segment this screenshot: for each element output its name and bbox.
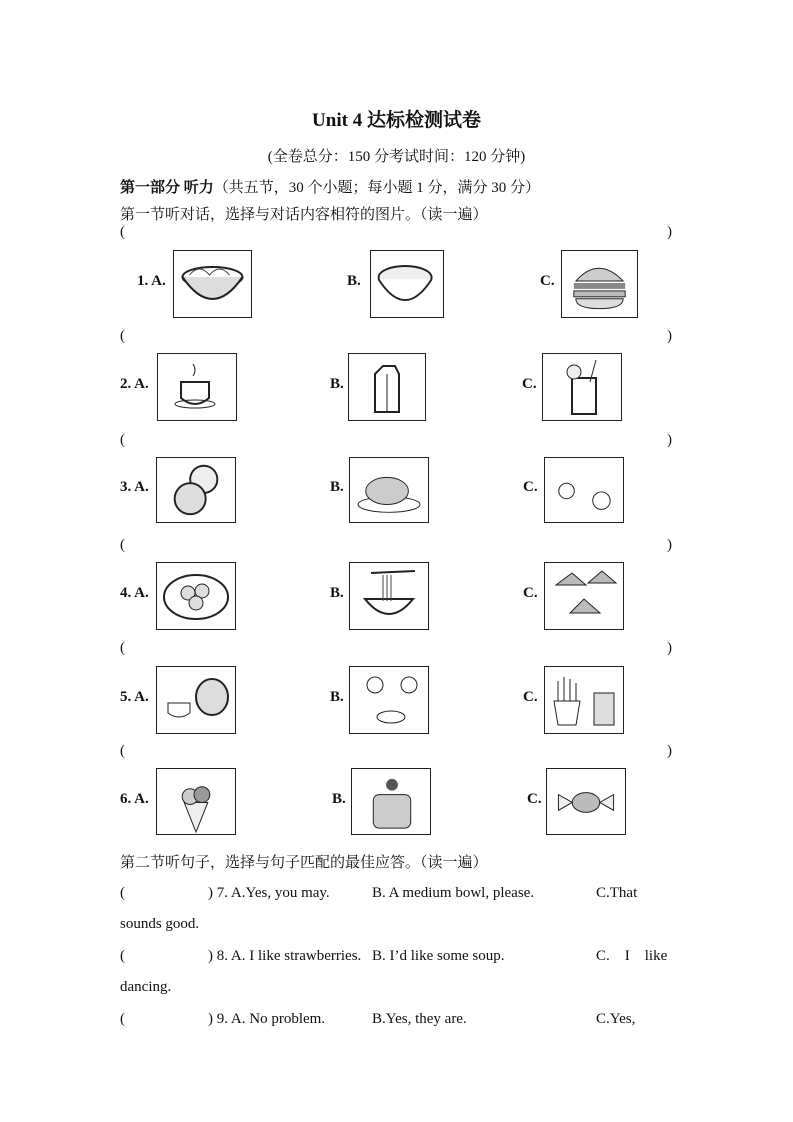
option-c-continued: dancing. <box>120 979 172 995</box>
part1-scoring: （共五节，30 个小题；每小题 1 分，满分 30 分） <box>213 180 541 196</box>
noodles-chopsticks-icon <box>350 563 428 629</box>
option-label: C. <box>527 790 542 807</box>
option-picture[interactable] <box>349 666 429 734</box>
answer-paren-close: ) <box>667 640 672 656</box>
answer-paren-close: ) <box>667 432 672 448</box>
cookies-icon <box>157 458 235 522</box>
option-b: B. I’d like some soup. <box>372 948 505 964</box>
coffee-cup-icon <box>158 354 236 420</box>
option-picture[interactable] <box>173 250 252 318</box>
option-b: B. A medium bowl, please. <box>372 885 535 901</box>
option-label: C. <box>523 479 538 495</box>
option-label: B. <box>347 273 361 289</box>
answer-paren-open: ( <box>120 640 125 656</box>
dumplings-plate-icon <box>157 563 235 629</box>
option-label: C. <box>523 585 538 601</box>
option-label: B. <box>330 585 344 601</box>
option-picture[interactable] <box>546 768 626 835</box>
answer-paren-close: ) <box>667 224 672 240</box>
option-picture[interactable] <box>544 666 624 734</box>
tomatoes-and-fish-icon <box>350 667 428 733</box>
option-c: C.Yes, <box>596 1011 636 1027</box>
part1-title: 第一部分 听力 <box>120 180 214 196</box>
exam-info: (全卷总分：150 分考试时间：120 分钟) <box>267 149 526 165</box>
option-picture[interactable] <box>542 353 622 421</box>
answer-paren: ( <box>120 948 125 964</box>
option-a: ) 9. A. No problem. <box>208 1011 326 1027</box>
option-picture[interactable] <box>156 457 236 523</box>
option-picture[interactable] <box>544 457 624 523</box>
section1-instruction: 第一节听对话，选择与对话内容相符的图片。（读一遍） <box>120 207 488 223</box>
answer-paren-open: ( <box>120 224 125 240</box>
option-picture[interactable] <box>156 768 236 835</box>
option-label: 4. A. <box>120 585 149 601</box>
answer-paren-close: ) <box>667 743 672 759</box>
answer-paren-open: ( <box>120 537 125 553</box>
option-picture[interactable] <box>348 353 426 421</box>
option-picture[interactable] <box>156 666 236 734</box>
answer-paren-close: ) <box>667 328 672 344</box>
rice-bowl-icon <box>371 251 443 317</box>
option-a: ) 8. A. I like strawberries. <box>208 948 362 964</box>
option-label: B. <box>330 376 344 392</box>
option-c-continued: sounds good. <box>120 916 200 932</box>
milk-carton-icon <box>349 354 425 420</box>
option-picture[interactable] <box>370 250 444 318</box>
answer-paren-open: ( <box>120 328 125 344</box>
option-label: C. <box>522 376 537 392</box>
roast-chicken-icon <box>350 458 428 522</box>
fries-and-drink-icon <box>545 667 623 733</box>
option-picture[interactable] <box>156 562 236 630</box>
option-picture[interactable] <box>544 562 624 630</box>
orange-juice-icon <box>543 354 621 420</box>
option-a: ) 7. A.Yes, you may. <box>208 885 330 901</box>
option-picture[interactable] <box>349 457 429 523</box>
section2-instruction: 第二节听句子，选择与句子匹配的最佳应答。（读一遍） <box>120 855 488 871</box>
option-label: C. <box>523 689 538 705</box>
candy-icon <box>547 769 625 834</box>
tea-and-bread-icon <box>157 667 235 733</box>
sandwiches-icon <box>545 563 623 629</box>
option-c: C. I like <box>596 948 668 964</box>
option-c: C.That <box>596 885 638 901</box>
option-label: 3. A. <box>120 479 149 495</box>
option-picture[interactable] <box>561 250 638 318</box>
option-label: B. <box>332 790 346 807</box>
option-label: 2. A. <box>120 376 149 392</box>
answer-paren-open: ( <box>120 432 125 448</box>
option-label: B. <box>330 689 344 705</box>
option-b: B.Yes, they are. <box>372 1011 467 1027</box>
hamburger-icon <box>562 251 637 317</box>
part1-heading <box>120 176 540 197</box>
option-label: B. <box>330 479 344 495</box>
option-label: 1. A. <box>137 273 166 289</box>
answer-paren-open: ( <box>120 743 125 759</box>
answer-paren-close: ) <box>667 537 672 553</box>
answer-paren: ( <box>120 1011 125 1027</box>
answer-paren: ( <box>120 885 125 901</box>
cake-icon <box>352 769 430 834</box>
page-title: Unit 4 达标检测试卷 <box>312 110 481 131</box>
option-label: C. <box>540 273 555 289</box>
option-picture[interactable] <box>351 768 431 835</box>
noodle-bowl-icon <box>174 251 251 317</box>
option-picture[interactable] <box>349 562 429 630</box>
ice-cream-icon <box>157 769 235 834</box>
option-label: 6. A. <box>120 790 149 807</box>
option-picture[interactable] <box>157 353 237 421</box>
peaches-icon <box>545 458 623 522</box>
option-label: 5. A. <box>120 689 149 705</box>
